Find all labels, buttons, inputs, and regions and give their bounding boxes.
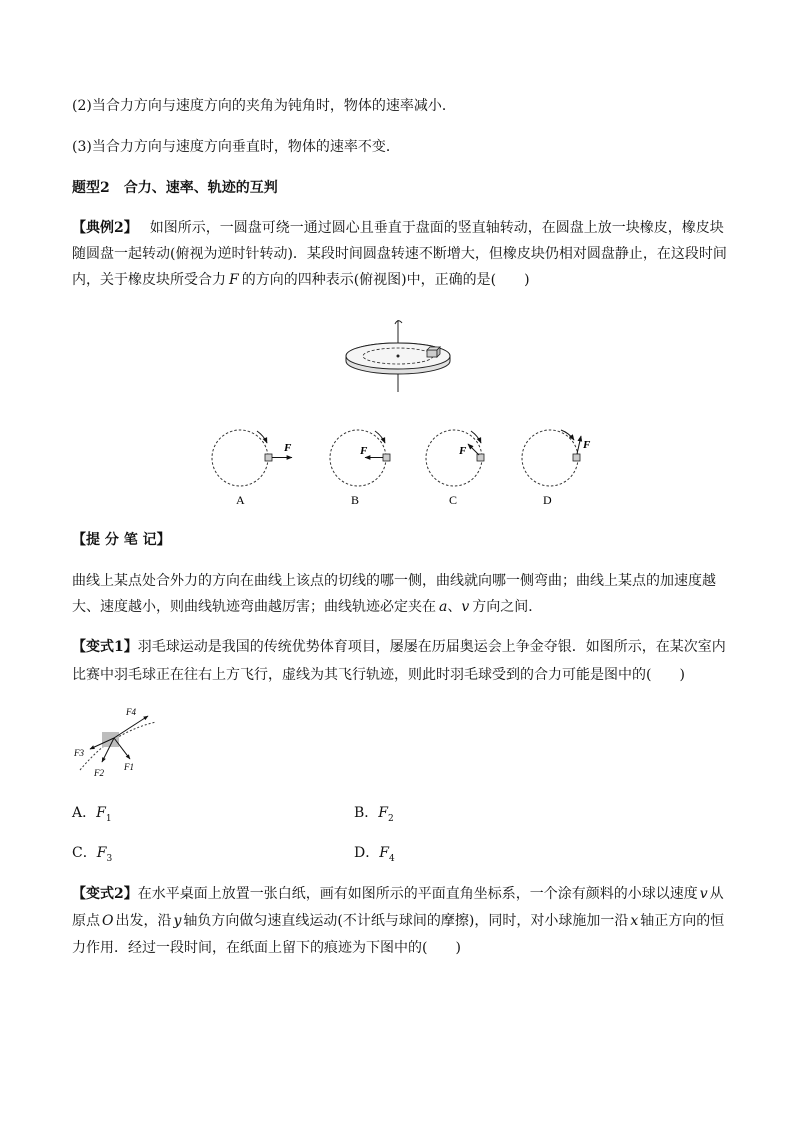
var-f: F	[229, 272, 239, 288]
shuttlecock-force-figure	[72, 704, 172, 782]
notes-line-2: 大、速度越小，则曲线轨迹弯曲越厉害；曲线轨迹必定夹在 a、v 方向之间．	[72, 599, 543, 615]
option-c-diagram	[426, 430, 484, 507]
rotating-disc-figure	[340, 316, 460, 392]
section-heading: 题型2 合力、速率、轨迹的互判	[72, 180, 278, 196]
option-b-diagram	[330, 430, 390, 507]
force-label-a: F	[284, 442, 292, 454]
choice-b[interactable]: B．$F_2$	[354, 805, 394, 824]
option-d-diagram	[522, 430, 591, 507]
example-line-2: 随圆盘一起转动(俯视为逆时针转动)．某段时间圆盘转速不断增大，但橡皮块仍相对圆盘静止，在这段时间	[72, 246, 727, 262]
choice-c[interactable]: C．$F_3$	[72, 845, 113, 864]
force-label-c: F	[459, 445, 467, 457]
option-label-b: B	[351, 493, 360, 507]
example-text-1: 如图所示，一圆盘可绕一通过圆心且垂直于盘面的竖直轴转动，在圆盘上放一块橡皮，橡皮块	[149, 220, 724, 236]
paragraph-perpendicular: (3)当合力方向与速度方向垂直时，物体的速率不变．	[72, 139, 400, 155]
example-tag: 【典例2】	[72, 220, 138, 236]
label-f4: F4	[126, 707, 136, 717]
label-f2: F2	[94, 768, 104, 778]
var-v: v	[461, 599, 470, 615]
option-label-d: D	[543, 493, 552, 507]
option-label-a: A	[236, 493, 245, 507]
example-line-1	[72, 218, 724, 238]
force-label-d: F	[583, 439, 591, 451]
example-line-3: 内，关于橡皮块所受合力 F 的方向的四种表示(俯视图)中，正确的是( )	[72, 272, 530, 288]
variant2-line-2: 原点 O 出发，沿 y 轴负方向做匀速直线运动(不计纸与球间的摩擦)，同时，对小球施加一沿 x 轴正方向的恒	[72, 913, 725, 929]
variant2-line-3: 力作用．经过一段时间，在纸面上留下的痕迹为下图中的( )	[72, 940, 461, 956]
paragraph-obtuse-angle: (2)当合力方向与速度方向的夹角为钝角时，物体的速率减小．	[72, 98, 456, 114]
variant2-line-1: 【变式2】在水平桌面上放置一张白纸，画有如图所示的平面直角坐标系，一个涂有颜料的小球以速度 v 从	[72, 886, 724, 902]
label-f1: F1	[124, 762, 134, 772]
variant1-tag: 【变式1】	[72, 639, 138, 655]
option-label-c: C	[449, 493, 458, 507]
label-f3: F3	[74, 748, 84, 758]
choice-a[interactable]: A．$F_1$	[72, 805, 112, 824]
variant1-line-2: 比赛中羽毛球正在往右上方飞行，虚线为其飞行轨迹，则此时羽毛球受到的合力可能是图中的( )	[72, 667, 685, 683]
force-options-figure	[200, 418, 610, 510]
notes-title: 【提 分 笔 记】	[72, 532, 171, 548]
force-label-b: F	[360, 445, 368, 457]
variant2-tag: 【变式2】	[72, 886, 138, 902]
var-a: a	[439, 599, 448, 615]
notes-line-1: 曲线上某点处合外力的方向在曲线上该点的切线的哪一侧，曲线就向哪一侧弯曲；曲线上某点的加速度越	[72, 573, 716, 589]
variant1-line-1: 【变式1】羽毛球运动是我国的传统优势体育项目，屡屡在历届奥运会上争金夺银．如图所示，在某次室内	[72, 639, 726, 655]
choice-d[interactable]: D．$F_4$	[354, 845, 395, 864]
option-a-diagram	[212, 430, 292, 507]
